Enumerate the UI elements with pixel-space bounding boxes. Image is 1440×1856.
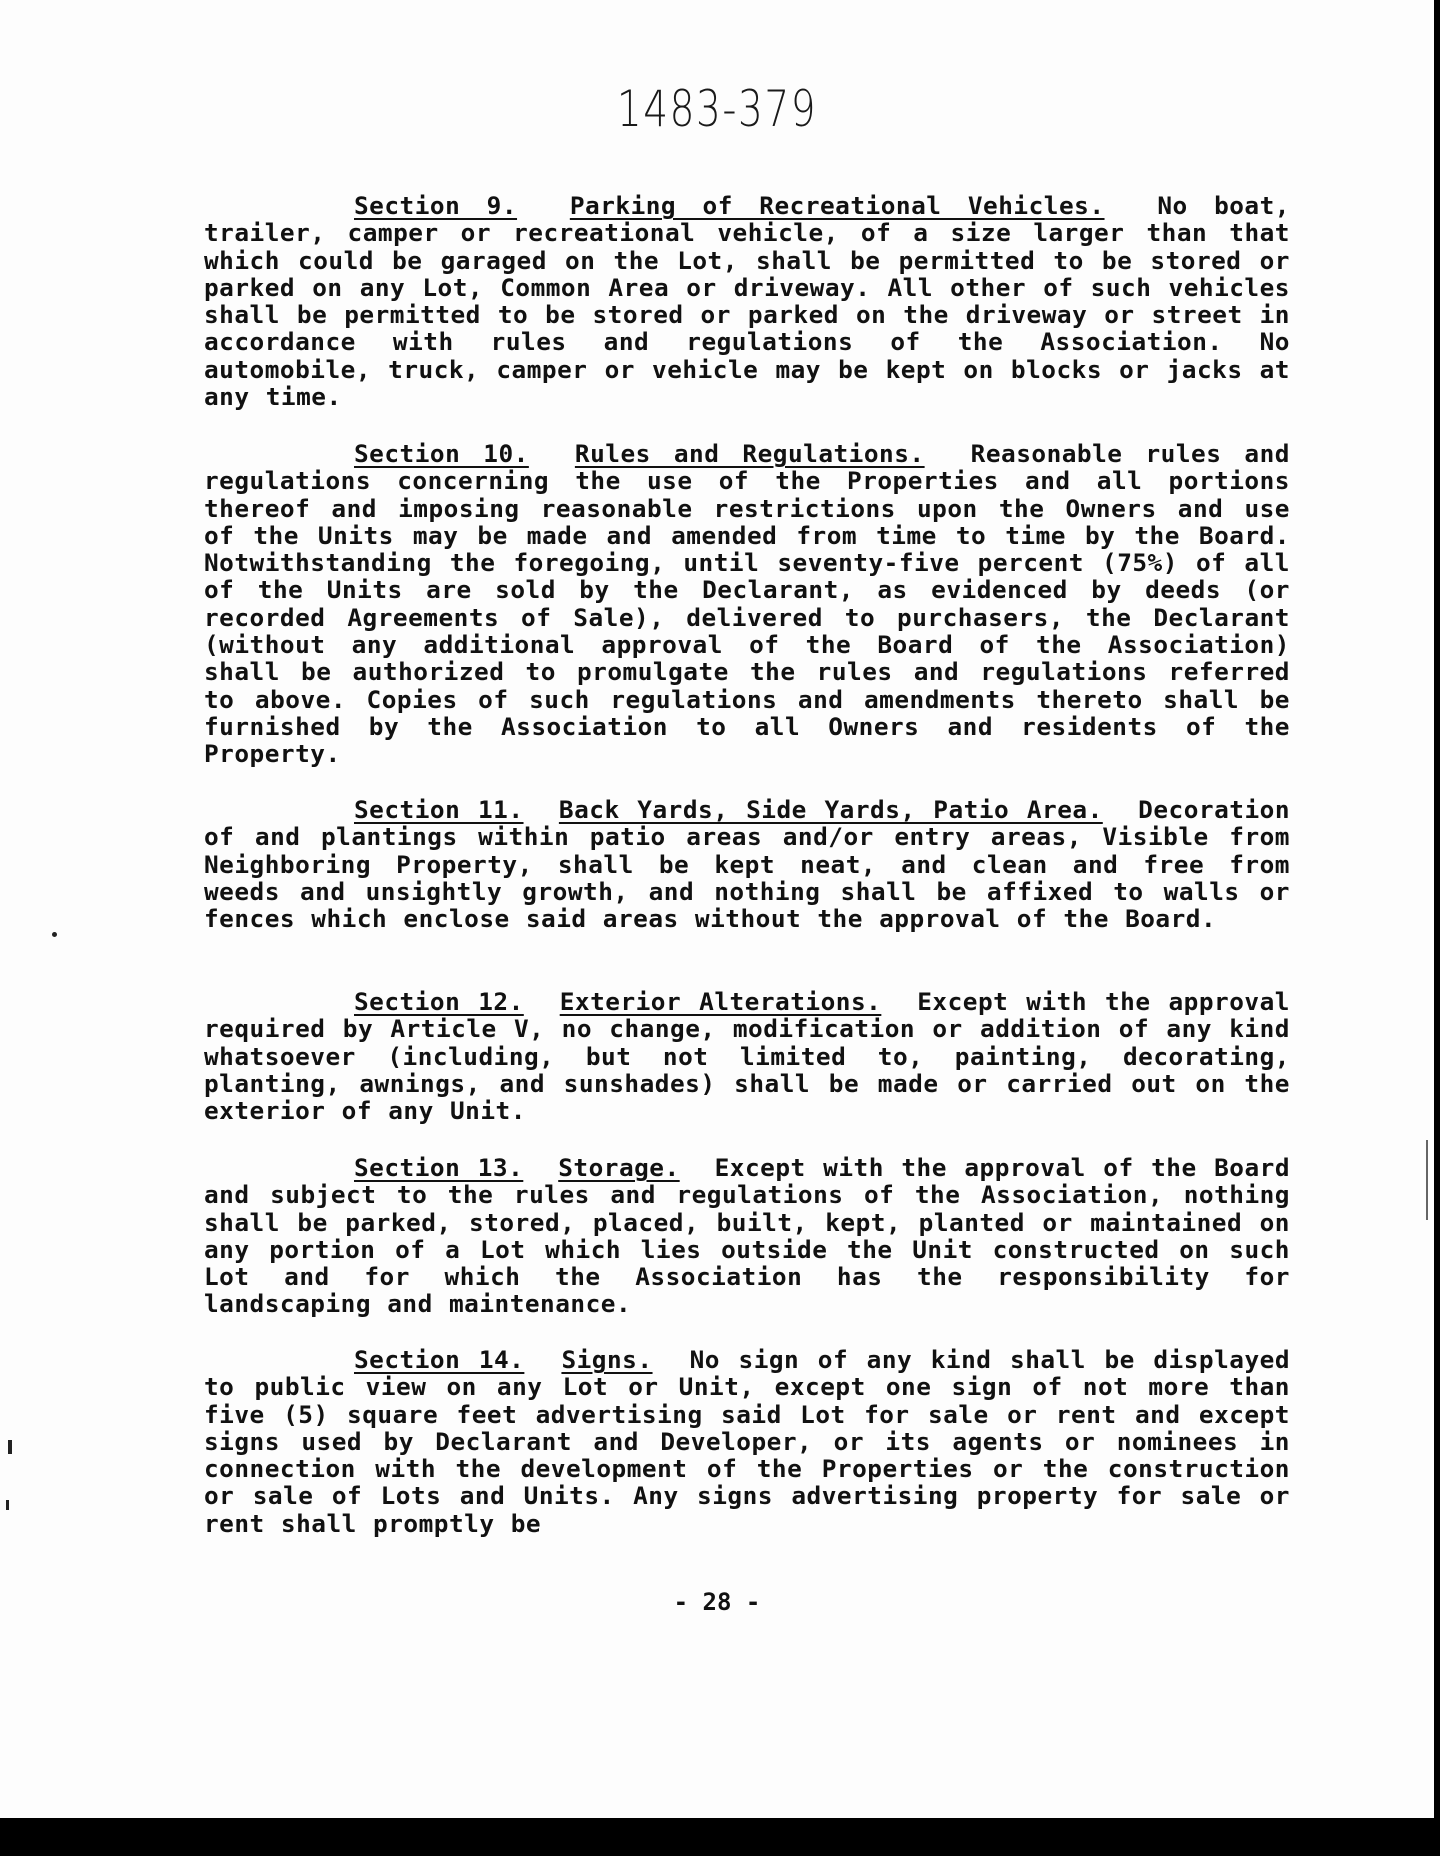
section-9-title: Parking of Recreational Vehicles.	[569, 191, 1105, 220]
section-13-title: Storage.	[558, 1153, 680, 1182]
scan-speck	[52, 932, 57, 937]
section-12-number: Section 12.	[354, 987, 524, 1016]
section-14-number: Section 14.	[354, 1345, 525, 1374]
section-10-number: Section 10.	[354, 439, 529, 468]
section-11	[204, 796, 1290, 932]
section-9-number: Section 9.	[354, 191, 518, 220]
section-10-body: Reasonable rules and regulations concerning the use of the Properties and all portions thereof and imposing reasonable restrictions upon the Owners and use of the Units may be made and amended from time to time by the Board. Notwithstanding the foregoing, until seventy-five percent (75%) of all of the Units are sold by the Declarant, as evidenced by deeds (or recorded Agreements of Sale), delivered to purchasers, the Declarant (without any additional approval of the Board of the Association) shall be authorized to promulgate the rules and regulations referred to above. Copies of such regulations and amendments thereto shall be furnished by the Association to all Owners and residents of the Property.	[204, 439, 1290, 769]
scan-border-bottom	[0, 1818, 1440, 1856]
section-12	[204, 988, 1290, 1124]
section-9	[204, 192, 1290, 410]
section-14-title: Signs.	[561, 1345, 653, 1374]
page-number: - 28 -	[673, 1588, 761, 1616]
section-14-body: No sign of any kind shall be displayed to public view on any Lot or Unit, except one sign of not more than five (5) square feet advertising said Lot for sale or rent and except signs used by Declarant and Developer, or its agents or nominees in connection with the development of the Properties or the construction or sale of Lots and Units. Any signs advertising property for sale or rent shall promptly be	[204, 1345, 1291, 1538]
scan-speck	[8, 1440, 12, 1454]
section-11-body: Decoration of and plantings within patio areas and/or entry areas, Visible from Neighboring Property, shall be kept neat, and clean and free from weeds and unsightly growth, and nothing shall be affixed to walls or fences which enclose said areas without the approval of the Board.	[204, 795, 1291, 934]
section-11-title: Back Yards, Side Yards, Patio Area.	[558, 795, 1103, 824]
document-stamp-number: 1483-379	[616, 80, 818, 138]
scan-border-right	[1434, 0, 1440, 1856]
section-12-title: Exterior Alterations.	[559, 987, 882, 1016]
section-13-number: Section 13.	[354, 1153, 524, 1182]
section-13	[204, 1154, 1290, 1318]
section-10-title: Rules and Regulations.	[574, 439, 925, 468]
section-14	[204, 1346, 1290, 1537]
section-13-body: Except with the approval of the Board and subject to the rules and regulations of the Association, nothing shall be parked, stored, placed, built, kept, planted or maintained on any portion of a Lot which lies outside the Unit constructed on such Lot and for which the Association has the responsibility for landscaping and maintenance.	[204, 1153, 1291, 1319]
section-10	[204, 440, 1290, 768]
section-11-number: Section 11.	[354, 795, 524, 824]
scan-edge-mark	[1426, 1140, 1428, 1220]
section-9-body: No boat, trailer, camper or recreational vehicle, of a size larger than that which could be garaged on the Lot, shall be permitted to be stored or parked on any Lot, Common Area or driveway. All other of such vehicles shall be permitted to be stored or parked on the driveway or street in accordance with rules and regulations of the Association. No automobile, truck, camper or vehicle may be kept on blocks or jacks at any time.	[204, 191, 1290, 412]
scan-speck	[6, 1500, 9, 1510]
section-12-body: Except with the approval required by Article V, no change, modification or addition of any kind whatsoever (including, but not limited to, painting, decorating, planting, awnings, and sunshades) shall be made or carried out on the exterior of any Unit.	[204, 987, 1290, 1126]
